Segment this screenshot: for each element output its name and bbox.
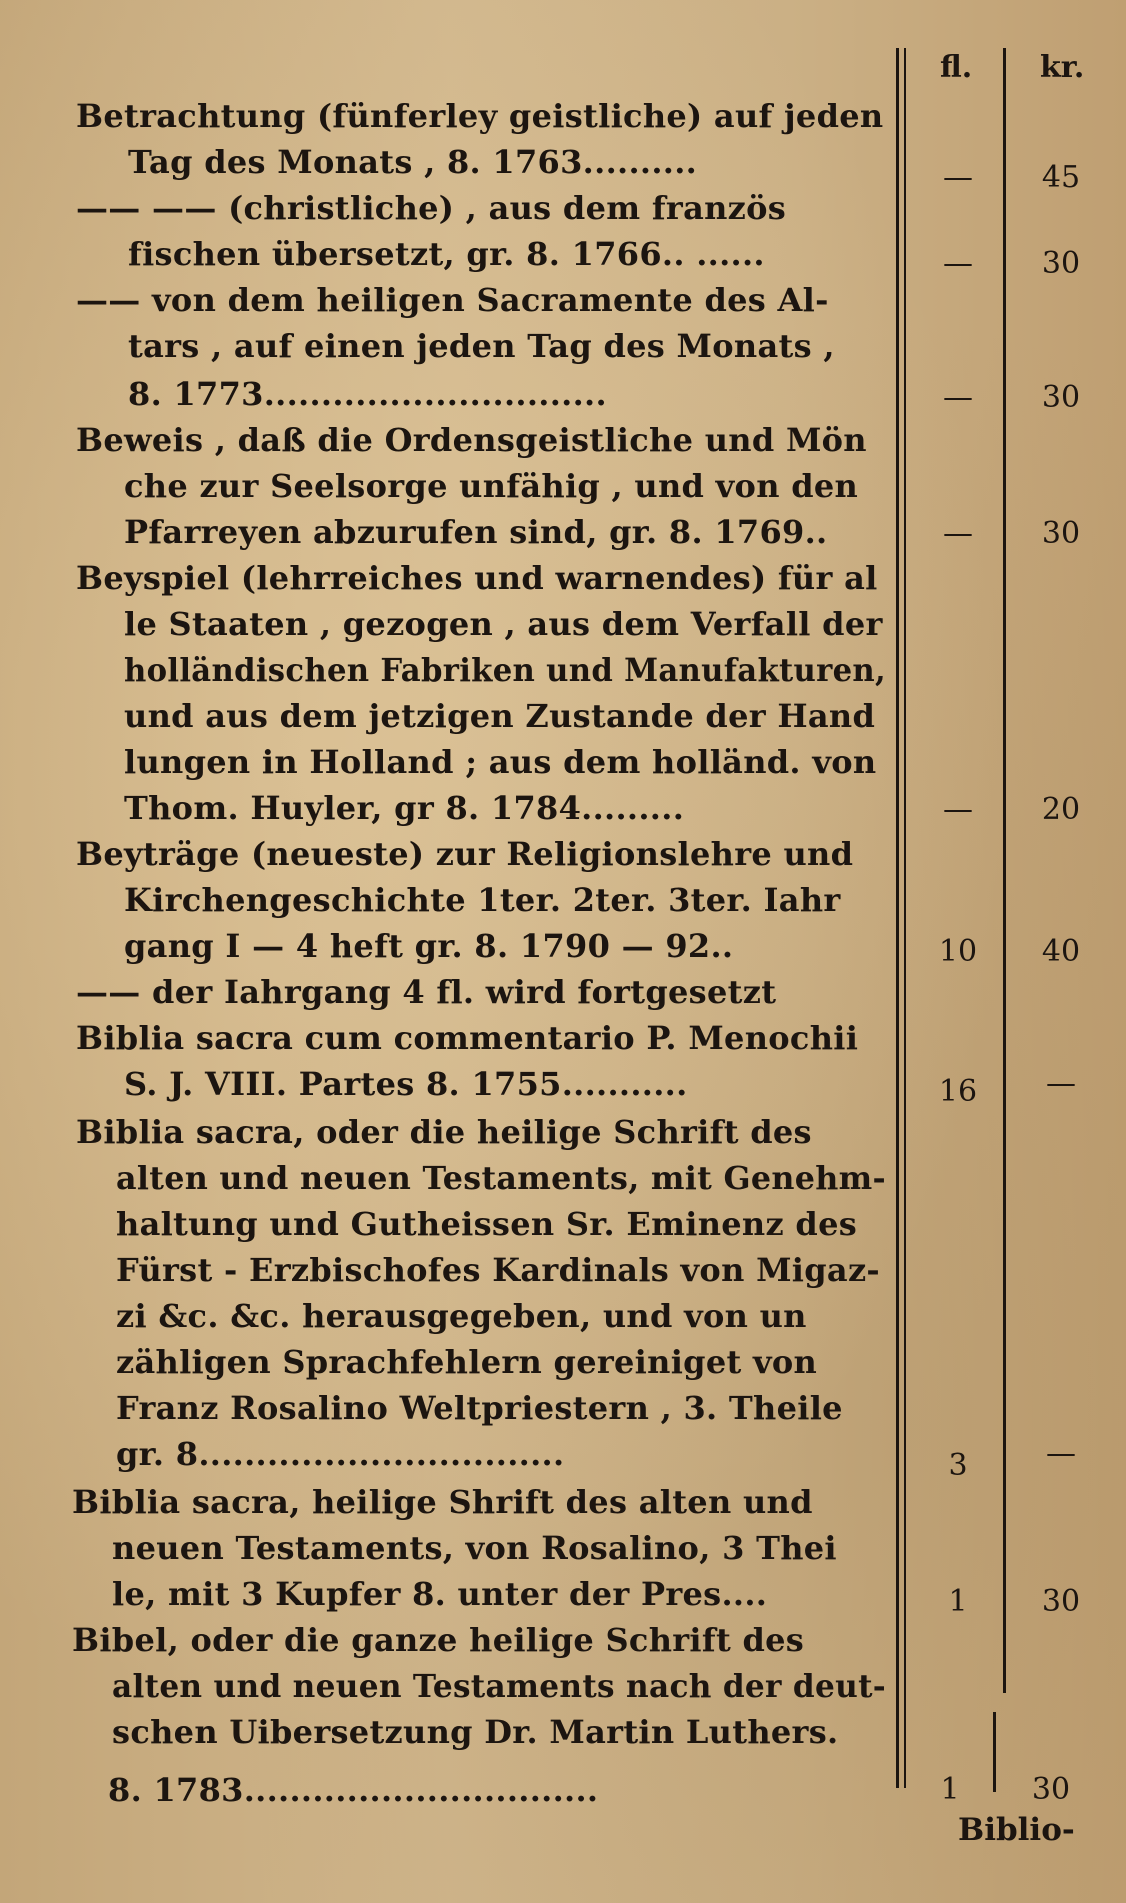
price-florin: 1 bbox=[940, 1772, 960, 1807]
entry-line: —— von dem heiligen Sacramente des Al- bbox=[76, 281, 829, 319]
entry-line: Pfarreyen abzurufen sind, gr. 8. 1769.. bbox=[124, 513, 828, 551]
catchword: Biblio- bbox=[958, 1812, 1075, 1848]
florin-column-header: fl. bbox=[940, 50, 973, 85]
price-florin: — bbox=[943, 160, 973, 195]
entry-line: le, mit 3 Kupfer 8. unter der Pres.... bbox=[112, 1575, 768, 1613]
price-kreuzer: 30 bbox=[1041, 516, 1081, 551]
entry-line: gang I — 4 heft gr. 8. 1790 — 92.. bbox=[124, 927, 734, 965]
price-kreuzer: 40 bbox=[1041, 934, 1081, 969]
price-kreuzer: 30 bbox=[1031, 1772, 1071, 1807]
price-kreuzer: 30 bbox=[1041, 246, 1081, 281]
entry-line: gr. 8................................ bbox=[116, 1435, 565, 1473]
entry-line: Biblia sacra, oder die heilige Schrift des bbox=[76, 1113, 812, 1151]
entry-line: zi &c. &c. herausgegeben, und von un bbox=[116, 1297, 807, 1335]
price-kreuzer: 30 bbox=[1041, 380, 1081, 415]
entry-line: fischen übersetzt, gr. 8. 1766.. ...... bbox=[128, 235, 765, 273]
price-kreuzer: 45 bbox=[1041, 160, 1081, 195]
entry-line: holländischen Fabriken und Manufakturen, bbox=[124, 651, 886, 689]
entry-line: Kirchengeschichte 1ter. 2ter. 3ter. Iahr bbox=[124, 881, 841, 919]
entry-line: schen Uibersetzung Dr. Martin Luthers. bbox=[112, 1713, 839, 1751]
entry-line: le Staaten , gezogen , aus dem Verfall der bbox=[124, 605, 883, 643]
entry-line: zähligen Sprachfehlern gereiniget von bbox=[116, 1343, 818, 1381]
price-florin: 10 bbox=[938, 934, 978, 969]
price-florin: 3 bbox=[948, 1448, 968, 1483]
entry-line: Beyspiel (lehrreiches und warnendes) für al bbox=[76, 559, 878, 597]
entry-line: alten und neuen Testaments nach der deut- bbox=[112, 1667, 886, 1705]
entry-line: Biblia sacra cum commentario P. Menochii bbox=[76, 1019, 859, 1057]
entry-line: Beyträge (neueste) zur Religionslehre und bbox=[76, 835, 854, 873]
price-florin: — bbox=[943, 380, 973, 415]
entry-line: neuen Testaments, von Rosalino, 3 Thei bbox=[112, 1529, 837, 1567]
entry-line: S. J. VIII. Partes 8. 1755........... bbox=[124, 1065, 688, 1103]
entry-line: haltung und Gutheissen Sr. Eminenz des bbox=[116, 1205, 858, 1243]
price-kreuzer: — bbox=[1046, 1066, 1076, 1101]
entry-line: Beweis , daß die Ordensgeistliche und Mön bbox=[76, 421, 867, 459]
price-florin: — bbox=[943, 246, 973, 281]
entry-line: 8. 1773.............................. bbox=[128, 375, 607, 413]
entry-line: Franz Rosalino Weltpriestern , 3. Theile bbox=[116, 1389, 843, 1427]
price-florin: — bbox=[943, 792, 973, 827]
entry-line: tars , auf einen jeden Tag des Monats , bbox=[128, 327, 835, 365]
entry-line: und aus dem jetzigen Zustande der Hand bbox=[124, 697, 876, 735]
entry-line: lungen in Holland ; aus dem holländ. von bbox=[124, 743, 877, 781]
price-kreuzer: — bbox=[1046, 1436, 1076, 1471]
price-florin: — bbox=[943, 516, 973, 551]
entry-line: Thom. Huyler, gr 8. 1784......... bbox=[124, 789, 685, 827]
kreuzer-column-header: kr. bbox=[1040, 50, 1085, 85]
entry-line: —— —— (christliche) , aus dem französ bbox=[76, 189, 787, 227]
entry-line: Tag des Monats , 8. 1763.......... bbox=[128, 143, 698, 181]
entry-line: —— der Iahrgang 4 fl. wird fortgesetzt bbox=[76, 973, 777, 1011]
price-florin: 16 bbox=[938, 1074, 978, 1109]
entry-line: alten und neuen Testaments, mit Genehm- bbox=[116, 1159, 886, 1197]
entry-line: Betrachtung (fünferley geistliche) auf jeden bbox=[76, 97, 884, 135]
entry-line: che zur Seelsorge unfähig , und von den bbox=[124, 467, 859, 505]
entry-line: Biblia sacra, heilige Shrift des alten und bbox=[72, 1483, 813, 1521]
price-florin: 1 bbox=[948, 1584, 968, 1619]
entry-line: Fürst - Erzbischofes Kardinals von Migaz- bbox=[116, 1251, 881, 1289]
entry-line: Bibel, oder die ganze heilige Schrift des bbox=[72, 1621, 805, 1659]
price-kreuzer: 30 bbox=[1041, 1584, 1081, 1619]
entry-line: 8. 1783............................... bbox=[108, 1771, 599, 1809]
price-kreuzer: 20 bbox=[1041, 792, 1081, 827]
